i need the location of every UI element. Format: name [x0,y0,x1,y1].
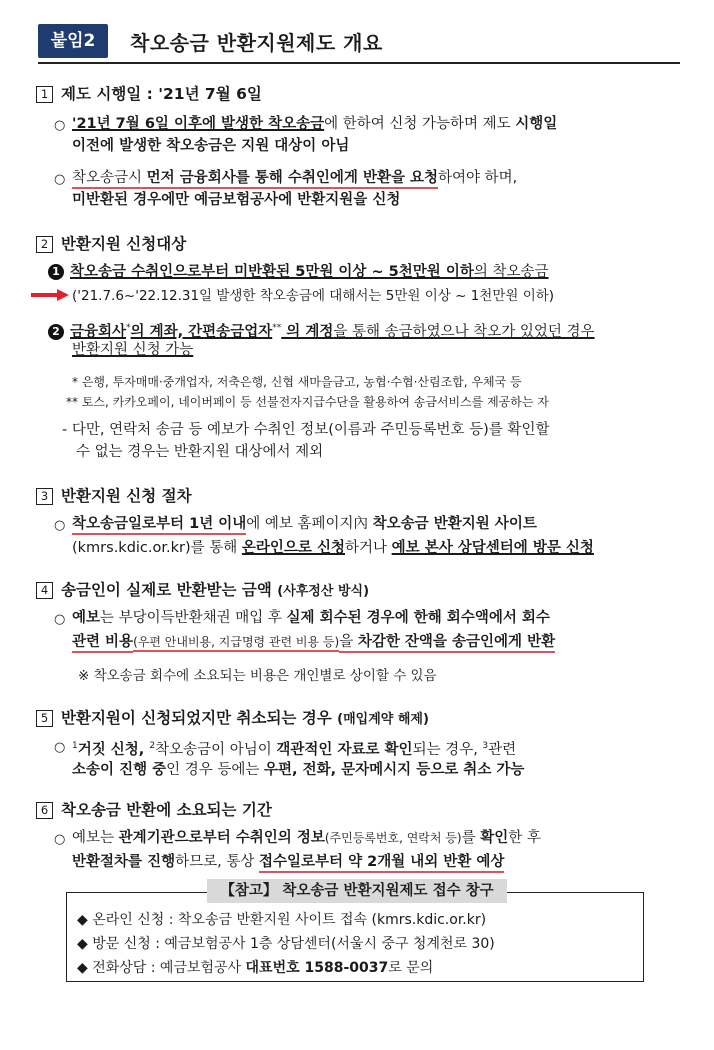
emphasis-text: 의 계좌, [130,323,189,340]
section-number: 3 [36,488,53,505]
section-number: 2 [36,236,53,253]
body-text: 착오송금시 [72,170,147,189]
section-number: 4 [36,582,53,599]
body-text: 로 문의 [388,960,434,976]
body-text: 하여야 하며, [438,170,518,186]
number-circle-icon: 2 [48,324,64,340]
number-mark: 2 [149,741,156,751]
section-subtitle: (매입계약 해제) [337,712,429,727]
section-title: 반환지원 신청 절차 [61,487,192,505]
number-mark: 1 [72,741,78,751]
body-text: 에 예보 홈페이지內 [246,516,373,532]
emphasis-text: 의 계정 [281,323,334,340]
s4-note: ※ 착오송금 회수에 소요되는 비용은 개인별로 상이할 수 있음 [78,668,437,684]
body-text: (kmrs.kdic.or.kr)를 통해 [72,540,242,556]
s1-bullet1-line1 [72,114,557,134]
section-title: 송금인이 실제로 반환받는 금액 [61,581,272,599]
emphasis-text: 차감한 잔액을 송금인에게 반환 [358,634,555,653]
emphasis-text: '21년 7월 6일 이후에 발생한 착오송금 [72,116,325,132]
section-6-heading [36,798,272,820]
s5-line1 [72,736,516,760]
s3-line1 [72,514,537,534]
section-title: 반환지원 신청대상 [61,235,187,253]
emphasis-text: 착오송금 수취인으로부터 미반환된 5만원 이상 ~ 5천만원 이하 [70,264,474,280]
emphasis-text: 객관적인 자료로 확인 [276,741,413,758]
footnote-2: ** 토스, 카카오페이, 네이버페이 등 선불전자지급수단을 활용하여 송금서비스를 제공하는 자 [66,395,549,409]
s2-item1-note: ('21.7.6~'22.12.31일 발생한 착오송금에 대해서는 5만원 이상 ~ 1천만원 이하) [72,288,555,304]
body-text: 의 착오송금 [473,264,549,280]
section-title: 반환지원이 신청되었지만 취소되는 경우 [61,709,332,727]
body-text: 예보는 [72,830,119,846]
emphasis-text: 반환절차를 진행 [72,854,176,870]
emphasis-text: 접수일로부터 약 2개월 내외 반환 예상 [259,854,504,873]
emphasis-text: 관련 비용 [72,634,133,653]
body-text: 에 한하여 신청 가능하며 제도 [324,116,516,132]
footnote-1: * 은행, 투자매매·중개업자, 저축은행, 신협 새마을금고, 농협·수협·산림조합, 우체국 등 [72,375,522,389]
emphasis-text: 대표번호 1588-0037 [245,960,389,976]
body-text: 되는 경우, [412,741,483,758]
s4-line1 [72,608,550,628]
body-text: ◆ 전화상담 : 예금보험공사 [77,960,246,976]
circle-bullet-icon: ○ [54,832,66,847]
s5-line2 [72,760,524,780]
body-text: (우편 안내비용, 지급명령 관련 비용 등) [133,635,339,652]
attachment-badge: 붙임2 [38,24,108,58]
section-number: 6 [36,802,53,819]
body-text: 하거나 [345,540,392,556]
emphasis-text: 관계기관으로부터 수취인의 정보 [118,830,325,846]
reference-box-title: 【참고】 착오송금 반환지원제도 접수 창구 [207,879,507,903]
section-number: 1 [36,86,53,103]
s1-bullet2-line2: 미반환된 경우에만 예금보험공사에 반환지원을 신청 [72,192,401,208]
body-text: 관련 [488,741,517,758]
number-mark: 3 [482,741,489,751]
s2-exclusion-line1: - 다만, 연락처 송금 등 예보가 수취인 정보(이름과 주민등록번호 등)를 확인할 [62,422,550,438]
emphasis-text: 시행일 [515,116,558,132]
page-title: 착오송금 반환지원제도 개요 [130,31,383,55]
number-circle-icon: 1 [48,264,64,280]
section-1-heading [36,82,262,104]
emphasis-text: 우편, 전화, 문자메시지 등으로 취소 가능 [264,762,525,778]
s6-line1 [72,828,541,848]
emphasis-text: 간편송금업자 [188,323,273,340]
emphasis-text: 소송이 진행 중 [72,762,167,778]
body-text: 는 부당이득반환채권 매입 후 [100,610,287,626]
circle-bullet-icon: ○ [54,172,66,187]
section-5-heading [36,706,429,728]
circle-bullet-icon: ○ [54,518,66,533]
phone-consult-row [77,957,433,977]
emphasis-text: 착오송금 반환지원 사이트 [372,516,537,532]
section-number: 5 [36,710,53,727]
online-application-row: ◆ 온라인 신청 : 착오송금 반환지원 사이트 접속 (kmrs.kdic.or.kr) [77,912,487,928]
footnote-mark: * [126,323,131,333]
emphasis-text: 착오송금일로부터 1년 이내 [72,516,246,535]
s1-bullet2-line1 [72,168,517,188]
emphasis-text: 금융회사 [70,323,127,340]
circle-bullet-icon: ○ [54,612,66,627]
red-arrow-icon [30,288,70,302]
section-subtitle: (사후정산 방식) [277,584,370,599]
s2-exclusion-line2: 수 없는 경우는 반환지원 대상에서 제외 [76,444,324,460]
reference-box [66,883,644,982]
body-text: 착오송금이 아님이 [155,741,277,758]
s2-item2-line1 [48,318,595,342]
emphasis-text: 실제 회수된 경우에 한해 회수액에서 회수 [286,610,550,626]
body-text: 인 경우 등에는 [166,762,265,778]
emphasis-text: 확인 [480,830,509,846]
emphasis-text: 예보 [72,610,101,626]
s6-line2 [72,852,504,872]
visit-application-row: ◆ 방문 신청 : 예금보험공사 1층 상담센터(서울시 중구 청계천로 30) [77,936,495,952]
section-3-heading [36,484,192,506]
s3-line2 [72,538,594,558]
section-title: 착오송금 반환에 소요되는 기간 [61,801,272,819]
s1-bullet1-line2: 이전에 발생한 착오송금은 지원 대상이 아님 [72,138,350,154]
emphasis-text: 거짓 신청, [77,741,150,758]
footnote-mark: ** [272,323,282,333]
section-title: 제도 시행일 : '21년 7월 6일 [61,85,262,103]
body-text: 하므로, 통상 [175,854,259,870]
emphasis-text: 예보 본사 상담센터에 방문 신청 [391,540,594,556]
document-header [38,22,680,64]
body-text: 를 [461,830,481,846]
body-text: 을 통해 송금하였으나 착오가 있었던 경우 [333,323,595,340]
body-text: 한 후 [508,830,541,846]
circle-bullet-icon: ○ [54,118,66,133]
s2-item1-line1 [48,262,549,282]
circle-bullet-icon: ○ [54,740,66,755]
section-4-heading [36,578,369,600]
emphasis-text: 먼저 금융회사를 통해 수취인에게 반환을 요청 [147,170,438,189]
s4-line2 [72,632,555,652]
body-text: 을 [339,634,358,653]
section-2-heading [36,232,186,254]
emphasis-text: 온라인으로 신청 [241,540,345,556]
s2-item2-line2: 반환지원 신청 가능 [72,342,194,358]
body-text: (주민등록번호, 연락처 등) [324,831,462,845]
